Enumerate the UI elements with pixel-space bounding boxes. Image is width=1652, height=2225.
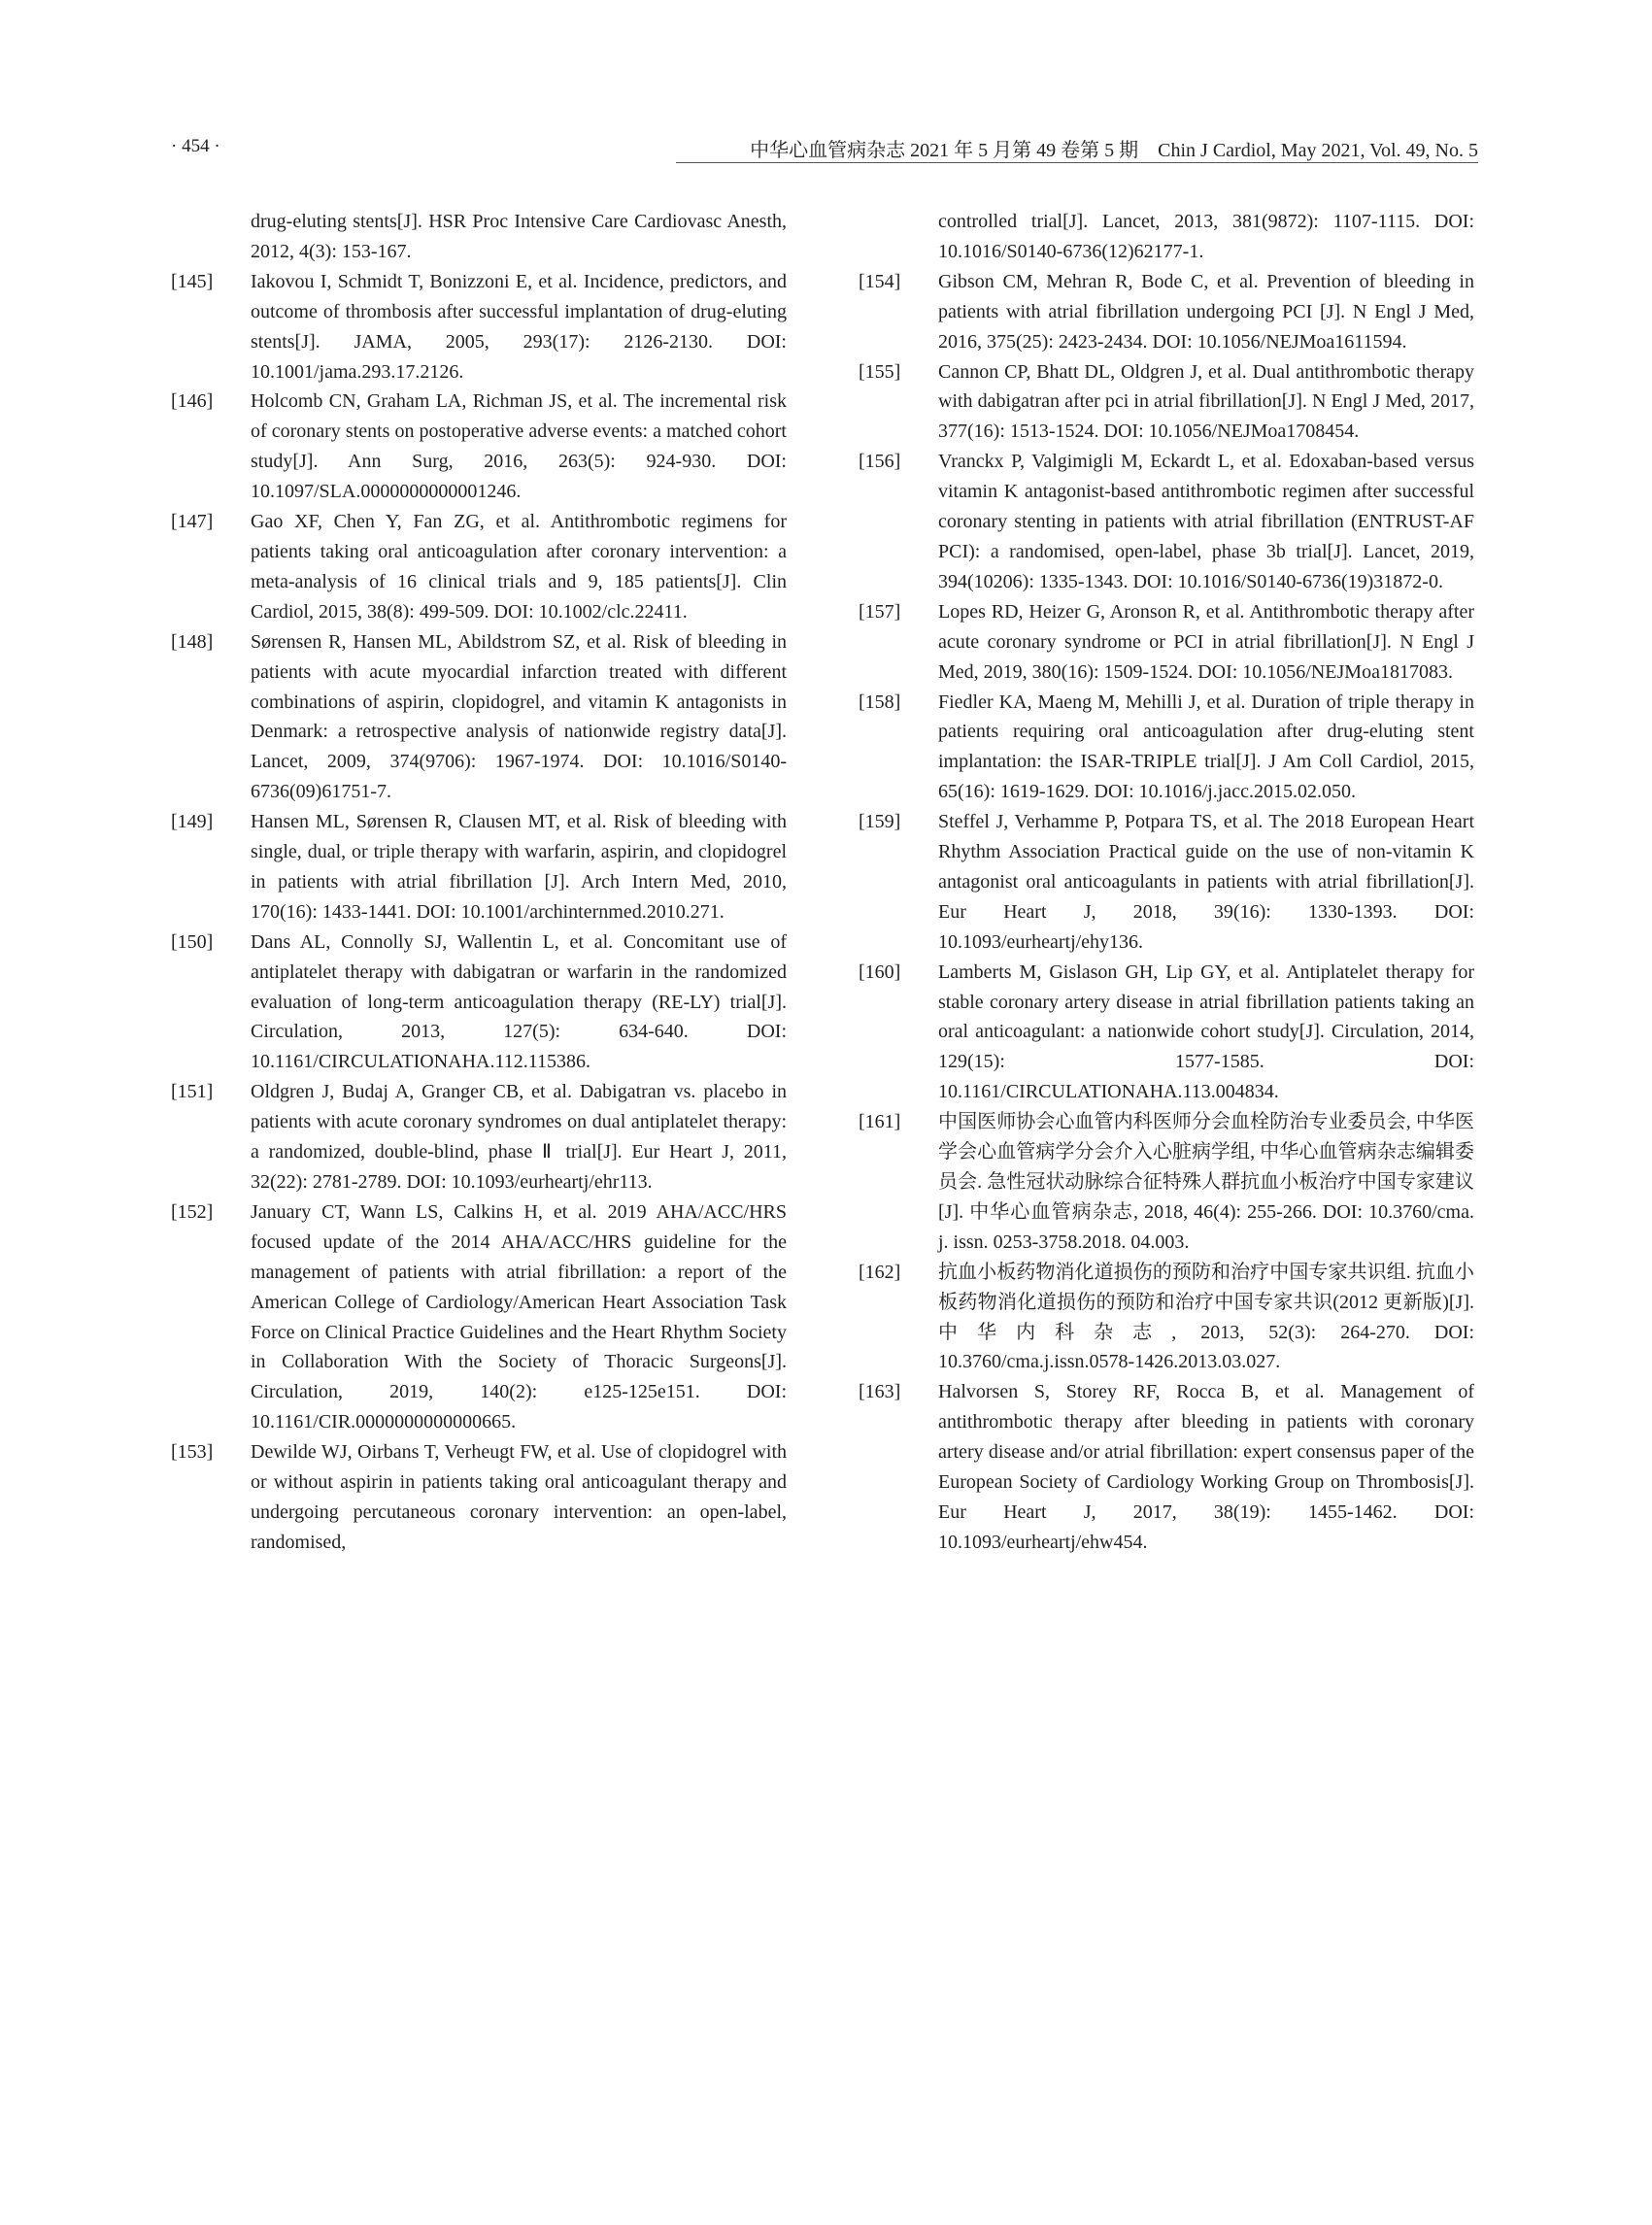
reference-text: Cannon CP, Bhatt DL, Oldgren J, et al. Dual antithrombotic therapy with dabigatran after pci in atrial fibrillation[J]. N Engl J Med, 2017, 377(16): 1513-1524. DOI: 10.1056/NEJMoa1708454. [938, 360, 1474, 443]
reference-item [171, 507, 787, 627]
reference-number: [156] [859, 451, 901, 473]
reference-number: [159] [859, 811, 901, 833]
reference-item [171, 1197, 787, 1437]
reference-text: 中国医师协会心血管内科医师分会血栓防治专业委员会, 中华医学会心血管病学分会介入心脏病学组, 中华心血管病杂志编辑委员会. 急性冠状动脉综合征特殊人群抗血小板治疗中国专家建议[J]. 中华心血管病杂志, 2018, 46(4): 255-266. DOI: 10.3760/cma. j. issn. 0253-3758.2018. 04.003. [938, 1111, 1474, 1253]
reference-item [171, 387, 787, 507]
reference-number: [146] [171, 390, 214, 413]
reference-text: drug-eluting stents[J]. HSR Proc Intensive Care Cardiovasc Anesth, 2012, 4(3): 153-167. [251, 211, 787, 262]
reference-text: controlled trial[J]. Lancet, 2013, 381(9872): 1107-1115. DOI: 10.1016/S0140-6736(12)62177-1. [938, 211, 1474, 262]
reference-number: [163] [859, 1381, 901, 1403]
reference-number: [147] [171, 511, 214, 533]
reference-item [859, 267, 1474, 357]
reference-item [171, 267, 787, 388]
reference-text: Lamberts M, Gislason GH, Lip GY, et al. Antiplatelet therapy for stable coronary artery disease in atrial fibrillation patients taking an oral anticoagulant: a nationwide cohort study[J]. Circulation, 2014, 129(15): 1577-1585. DOI: 10.1161/CIRCULATIONAHA.113.004834. [938, 961, 1474, 1103]
journal-running-title: 中华心血管病杂志 2021 年 5 月第 49 卷第 5 期 Chin J Cardiol, May 2021, Vol. 49, No. 5 [750, 140, 1478, 161]
reference-number: [157] [859, 600, 901, 623]
reference-text: Halvorsen S, Storey RF, Rocca B, et al. Management of antithrombotic therapy after bleeding in patients with coronary artery disease and/or atrial fibrillation: expert consensus paper of the European Society of Cardiology Working Group on Thrombosis[J]. Eur Heart J, 2017, 38(19): 1455-1462. DOI: 10.1093/eurheartj/ehw454. [938, 1381, 1474, 1553]
reference-item [171, 1437, 787, 1558]
reference-text: Gibson CM, Mehran R, Bode C, et al. Prevention of bleeding in patients with atrial fibrillation undergoing PCI [J]. N Engl J Med, 2016, 375(25): 2423-2434. DOI: 10.1056/NEJMoa1611594. [938, 270, 1474, 353]
reference-text: Gao XF, Chen Y, Fan ZG, et al. Antithrombotic regimens for patients taking oral anticoagulation after coronary intervention: a meta-analysis of 16 clinical trials and 9, 185 patients[J]. Clin Cardiol, 2015, 38(8): 499-509. DOI: 10.1002/clc.22411. [251, 511, 787, 623]
reference-number: [150] [171, 930, 214, 953]
reference-text: January CT, Wann LS, Calkins H, et al. 2019 AHA/ACC/HRS focused update of the 2014 AHA/ACC/HRS guideline for the management of patients with atrial fibrillation: a report of the American College of Cardiology/American Heart Association Task Force on Clinical Practice Guidelines and the Heart Rhythm Society in Collaboration With the Society of Thoracic Surgeons[J]. Circulation, 2019, 140(2): e125-125e151. DOI: 10.1161/CIR.0000000000000665. [251, 1200, 787, 1433]
reference-text: Lopes RD, Heizer G, Aronson R, et al. Antithrombotic therapy after acute coronary syndrome or PCI in atrial fibrillation[J]. N Engl J Med, 2019, 380(16): 1509-1524. DOI: 10.1056/NEJMoa1817083. [938, 600, 1474, 683]
reference-item [171, 1077, 787, 1197]
reference-text: Sørensen R, Hansen ML, Abildstrom SZ, et al. Risk of bleeding in patients with acute myocardial infarction treated with different combinations of aspirin, clopidogrel, and vitamin K antagonists in Denmark: a retrospective analysis of nationwide registry data[J]. Lancet, 2009, 374(9706): 1967-1974. DOI: 10.1016/S0140-6736(09)61751-7. [251, 630, 787, 803]
reference-number: [155] [859, 360, 901, 383]
reference-text: Oldgren J, Budaj A, Granger CB, et al. Dabigatran vs. placebo in patients with acute coronary syndromes on dual antiplatelet therapy: a randomized, double-blind, phase Ⅱ trial[J]. Eur Heart J, 2011, 32(22): 2781-2789. DOI: 10.1093/eurheartj/ehr113. [251, 1081, 787, 1193]
reference-item [859, 207, 1474, 267]
reference-text: Holcomb CN, Graham LA, Richman JS, et al. The incremental risk of coronary stents on postoperative adverse events: a matched cohort study[J]. Ann Surg, 2016, 263(5): 924-930. DOI: 10.1097/SLA.0000000000001246. [251, 390, 787, 503]
reference-item [171, 927, 787, 1078]
reference-number: [161] [859, 1111, 901, 1133]
reference-item [859, 807, 1474, 958]
reference-item [171, 807, 787, 927]
reference-number: [154] [859, 270, 901, 292]
reference-text: Vranckx P, Valgimigli M, Eckardt L, et al. Edoxaban-based versus vitamin K antagonist-based antithrombotic regimen after successful coronary stenting in patients with atrial fibrillation (ENTRUST-AF PCI): a randomised, open-label, phase 3b trial[J]. Lancet, 2019, 394(10206): 1335-1343. DOI: 10.1016/S0140-6736(19)31872-0. [938, 451, 1474, 592]
reference-item [859, 958, 1474, 1108]
reference-text: Steffel J, Verhamme P, Potpara TS, et al. The 2018 European Heart Rhythm Association Practical guide on the use of non-vitamin K antagonist oral anticoagulants in patients with atrial fibrillation[J]. Eur Heart J, 2018, 39(16): 1330-1393. DOI: 10.1093/eurheartj/ehy136. [938, 811, 1474, 953]
reference-number: [148] [171, 630, 214, 653]
header-rule [676, 162, 1478, 163]
reference-item [859, 357, 1474, 448]
reference-text: 抗血小板药物消化道损伤的预防和治疗中国专家共识组. 抗血小板药物消化道损伤的预防和治疗中国专家共识(2012 更新版)[J]. 中华内科杂志, 2013, 52(3): 264-270. DOI: 10.3760/cma.j.issn.0578-1426.2013.03.027. [938, 1261, 1474, 1373]
reference-number: [152] [171, 1200, 214, 1223]
reference-number: [160] [859, 961, 901, 983]
reference-item [859, 1377, 1474, 1557]
reference-item [859, 688, 1474, 808]
reference-column-right [859, 207, 1474, 1558]
reference-text: Iakovou I, Schmidt T, Bonizzoni E, et al. Incidence, predictors, and outcome of thrombosis after successful implantation of drug-eluting stents[J]. JAMA, 2005, 293(17): 2126-2130. DOI: 10.1001/jama.293.17.2126. [251, 270, 787, 383]
reference-column-left [171, 207, 787, 1558]
reference-number: [162] [859, 1261, 901, 1283]
reference-item [859, 597, 1474, 688]
reference-item [171, 627, 787, 807]
reference-item [859, 1107, 1474, 1258]
reference-number: [151] [171, 1081, 214, 1103]
reference-item [171, 207, 787, 267]
reference-number: [158] [859, 691, 901, 713]
reference-item [859, 447, 1474, 597]
page-header [171, 132, 1478, 165]
reference-text: Dewilde WJ, Oirbans T, Verheugt FW, et al. Use of clopidogrel with or without aspirin in patients taking oral anticoagulant therapy and undergoing percutaneous coronary intervention: an open-label, randomised, [251, 1441, 787, 1553]
reference-text: Dans AL, Connolly SJ, Wallentin L, et al. Concomitant use of antiplatelet therapy with dabigatran or warfarin in the randomized evaluation of long-term anticoagulation therapy (RE-LY) trial[J]. Circulation, 2013, 127(5): 634-640. DOI: 10.1161/CIRCULATIONAHA.112.115386. [251, 930, 787, 1073]
reference-number: [145] [171, 270, 214, 292]
page-number: · 454 · [171, 136, 220, 156]
reference-text: Hansen ML, Sørensen R, Clausen MT, et al. Risk of bleeding with single, dual, or triple therapy with warfarin, aspirin, and clopidogrel in patients with atrial fibrillation [J]. Arch Intern Med, 2010, 170(16): 1433-1441. DOI: 10.1001/archinternmed.2010.271. [251, 811, 787, 923]
reference-text: Fiedler KA, Maeng M, Mehilli J, et al. Duration of triple therapy in patients requiring oral anticoagulation after drug-eluting stent implantation: the ISAR-TRIPLE trial[J]. J Am Coll Cardiol, 2015, 65(16): 1619-1629. DOI: 10.1016/j.jacc.2015.02.050. [938, 691, 1474, 803]
reference-item [859, 1258, 1474, 1378]
reference-number: [153] [171, 1441, 214, 1464]
reference-number: [149] [171, 811, 214, 833]
